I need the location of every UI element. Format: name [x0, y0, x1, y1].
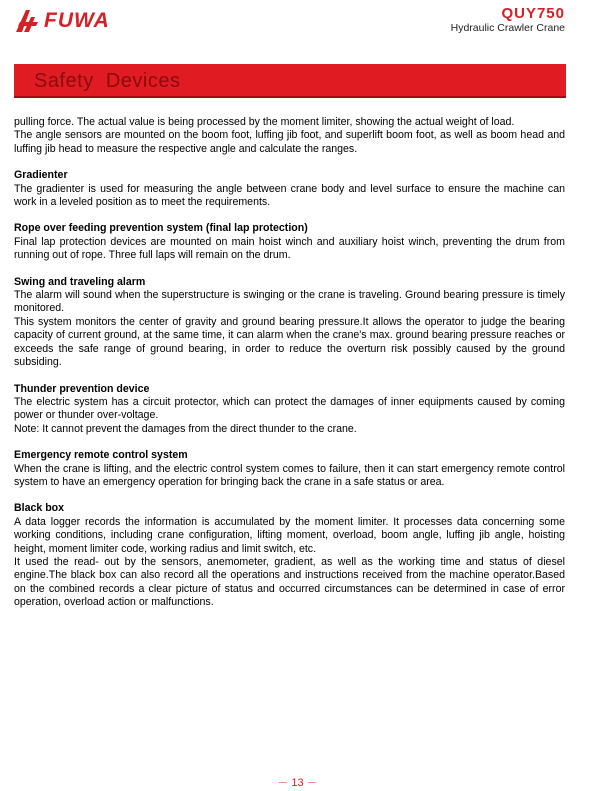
paragraph: When the crane is lifting, and the electric control system comes to failure, then it can start emergency remote control system to have an emergency operation for bringing back the crane in a safe status or area.: [14, 462, 565, 488]
page-number: － 13 －: [277, 777, 318, 789]
brand-logo: [14, 7, 110, 35]
section-heading: Thunder prevention device: [14, 382, 150, 395]
banner-title: Safety Devices: [34, 70, 181, 92]
section-gradienter: [14, 169, 565, 209]
section-heading: Emergency remote control system: [14, 449, 188, 462]
model-block: [451, 6, 565, 34]
paragraph: It used the read- out by the sensors, anemometer, gradient, as well as the working time and status of diesel engine.The black box can also record all the operations and instructions received from the machine operator.Based on the combined records a clear picture of status and occurred circumstances can be determined in case of error operation, overload action or malfunctions.: [14, 555, 565, 609]
page-content: [14, 116, 565, 610]
model-name: QUY750: [501, 5, 565, 22]
paragraph: This system monitors the center of gravity and ground bearing pressure.It allows the operator to judge the bearing capacity of current ground, at the same time, it can alarm when the crane's max. ground bearing pressure reaches or exceeds the safe range of ground bearing, in order to reduce the overturn risk possibly caused by the ground subsiding.: [14, 315, 565, 369]
section-heading: Black box: [14, 502, 65, 515]
paragraph: The angle sensors are mounted on the boom foot, luffing jib foot, and superlift boom foot, as well as boom head and luffing jib head to measure the respective angle and calculate the ranges.: [14, 129, 565, 155]
section-thunder-prevention: [14, 383, 565, 437]
paragraph: pulling force. The actual value is being processed by the moment limiter, showing the actual weight of load.: [14, 116, 515, 128]
brand-name: FUWA: [44, 9, 110, 32]
section-banner: [14, 64, 566, 98]
model-subtitle: Hydraulic Crawler Crane: [450, 22, 565, 34]
paragraph: The alarm will sound when the superstructure is swinging or the crane is traveling. Ground bearing pressure is timely monitored.: [14, 289, 565, 315]
paragraph: Final lap protection devices are mounted on main hoist winch and auxiliary hoist winch, preventing the drum from running out of rope. Three full laps will remain on the drum.: [14, 235, 565, 262]
page-header: [0, 0, 595, 40]
paragraph: The electric system has a circuit protector, which can protect the damages of inner equipments caused by coming power or thunder over-voltage.: [14, 395, 565, 422]
section-black-box: [14, 502, 565, 609]
section-emergency-remote-control: [14, 449, 565, 489]
section-heading: Gradienter: [14, 169, 68, 182]
section-final-lap-protection: [14, 222, 565, 262]
intro-block: [14, 116, 565, 156]
section-heading: Rope over feeding prevention system (final lap protection): [14, 222, 308, 235]
section-swing-traveling-alarm: [14, 276, 565, 370]
paragraph: A data logger records the information is accumulated by the moment limiter. It processes data concerning some working conditions, including crane configuration, lifting moment, overload, boom angle, luffing jib angle, hoisting height, moment limiter code, working radius and limit switch, etc.: [14, 515, 565, 555]
section-heading: Swing and traveling alarm: [14, 275, 146, 288]
paragraph: The gradienter is used for measuring the angle between crane body and level surface to ensure the machine can work in a leveled position as to meet the requirements.: [14, 182, 565, 209]
fuwa-logo-icon: [14, 8, 40, 34]
paragraph: Note: It cannot prevent the damages from the direct thunder to the crane.: [14, 422, 357, 435]
